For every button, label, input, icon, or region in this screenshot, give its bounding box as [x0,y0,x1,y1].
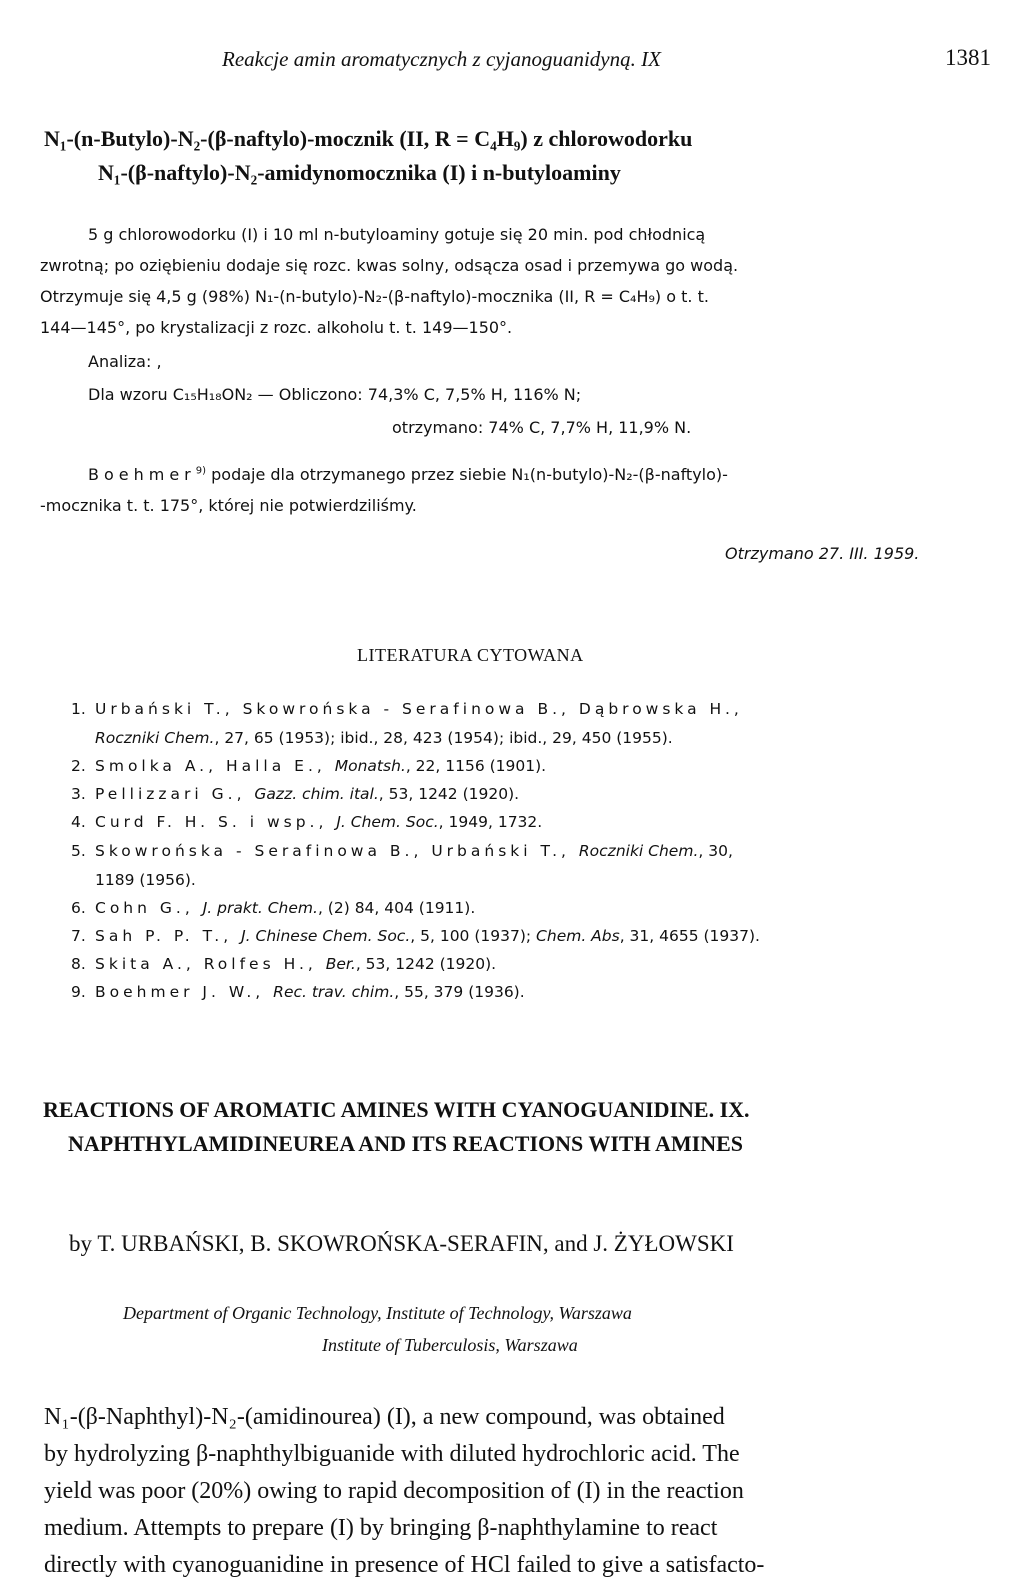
reference-item [95,871,196,889]
ref-authors: Smolka A., Halla E., [95,757,335,775]
ref-journal: J. prakt. Chem. [202,899,318,917]
reference-item [71,757,546,775]
ref-journal: Chem. Abs [536,927,620,945]
ref-number: 1. [71,700,86,718]
ref-authors: Curd F. H. S. i wsp., [95,813,337,831]
ref-number: 4. [71,813,86,831]
received-date: Otrzymano 27. III. 1959. [725,544,920,563]
footnote-ref: 9) [195,465,207,477]
english-title-line2: NAPHTHYLAMIDINEUREA AND ITS REACTIONS WITH AMINES [68,1131,743,1156]
ref-journal: J. Chem. Soc. [336,813,439,831]
literature-heading: LITERATURA CYTOWANA [357,645,584,665]
section-title-line1: N₁-(n-Butylo)-N₂-(β-naftylo)-mocznik (II, R = C₄H₉) z chlorowodorku [44,126,693,151]
reference-item [71,813,542,831]
ref-journal: Rec. trav. chim. [273,983,395,1001]
ref-journal: Ber. [325,955,356,973]
affiliation-line2: Institute of Tuberculosis, Warszawa [322,1335,578,1355]
ref-authors: Skowrońska - Serafinowa B., Urbański T., [95,842,579,860]
ref-details: , 55, 379 (1936). [394,983,525,1001]
reference-item [71,955,496,973]
analysis-formula: Dla wzoru C₁₅H₁₈ON₂ — Obliczono: 74,3% C, 7,5% H, 116% N; [88,385,582,404]
ref-journal: Monatsh. [334,757,406,775]
ref-number: 9. [71,983,86,1001]
ref-authors: Skita A., Rolfes H., [95,955,326,973]
reference-item [71,899,475,917]
affiliation-line1: Department of Organic Technology, Institute of Technology, Warszawa [123,1303,632,1323]
abstract-line: directly with cyanoguanidine in presence of HCl failed to give a satisfacto- [44,1552,765,1578]
reference-item [71,927,760,945]
english-title-line1: REACTIONS OF AROMATIC AMINES WITH CYANOGUANIDINE. IX. [43,1097,750,1122]
ref-details: , 27, 65 (1953); ibid., 28, 423 (1954); ibid., 29, 450 (1955). [214,729,673,747]
ref-details: , 53, 1242 (1920). [355,955,497,973]
section-title-line2: N₁-(β-naftylo)-N₂-amidynomocznika (I) i n-butyloaminy [98,160,621,185]
page-number: 1381 [945,45,991,70]
ref-details: , 31, 4655 (1937). [619,927,760,945]
reference-item [71,700,743,718]
ref-details: , 5, 100 (1937); [410,927,537,945]
paragraph-line: 144—145°, po krystalizacji z rozc. alkoholu t. t. 149—150°. [40,318,513,337]
ref-authors: Sah P. P. T., [95,927,242,945]
ref-details: , (2) 84, 404 (1911). [317,899,476,917]
ref-authors: Urbański T., Skowrońska - Serafinowa B., Dąbrowska H., [95,700,743,718]
paragraph-line: Otrzymuje się 4,5 g (98%) N₁-(n-butylo)-N₂-(β-naftylo)-mocznika (II, R = C₄H₉) o t. t. [40,287,709,306]
ref-authors: Cohn G., [95,899,203,917]
ref-number: 5. [71,842,86,860]
ref-details: , 53, 1242 (1920). [378,785,520,803]
byline: by T. URBAŃSKI, B. SKOWROŃSKA-SERAFIN, and J. ŻYŁOWSKI [69,1231,734,1256]
boehmer-text: podaje dla otrzymanego przez siebie N₁(n-butylo)-N₂-(β-naftylo)- [206,465,728,484]
reference-item [71,983,525,1001]
ref-authors: Boehmer J. W., [95,983,274,1001]
ref-number: 8. [71,955,86,973]
abstract-line: N₁-(β-Naphthyl)-N₂-(amidinourea) (I), a new compound, was obtained [44,1404,725,1430]
ref-number: 3. [71,785,86,803]
ref-details: , 1949, 1732. [438,813,543,831]
ref-number: 2. [71,757,86,775]
ref-journal: Roczniki Chem. [578,842,699,860]
running-title: Reakcje amin aromatycznych z cyjanoguanidyną. IX [222,47,661,71]
ref-details: , 22, 1156 (1901). [405,757,547,775]
ref-number: 6. [71,899,86,917]
abstract-line: by hydrolyzing β-naphthylbiguanide with diluted hydrochloric acid. The [44,1441,740,1467]
ref-journal: Roczniki Chem. [95,729,215,747]
author-name: Boehmer [88,465,196,484]
reference-item [71,842,733,860]
abstract-line: yield was poor (20%) owing to rapid decomposition of (I) in the reaction [44,1478,744,1504]
ref-authors: Pellizzari G., [95,785,255,803]
abstract-line: medium. Attempts to prepare (I) by bringing β-naphthylamine to react [44,1515,718,1541]
paragraph-line: 5 g chlorowodorku (I) i 10 ml n-butyloaminy gotuje się 20 min. pod chłodnicą [88,225,706,244]
paragraph-line: zwrotną; po oziębieniu dodaje się rozc. kwas solny, odsącza osad i przemywa go wodą. [40,256,739,275]
boehmer-remark-line1 [88,465,728,484]
ref-journal: J. Chinese Chem. Soc. [241,927,411,945]
ref-journal: Gazz. chim. ital. [254,785,379,803]
ref-number: 7. [71,927,86,945]
boehmer-remark-line2: -mocznika t. t. 175°, której nie potwierdziliśmy. [40,496,417,515]
reference-item [71,785,519,803]
ref-details: , 30, [698,842,733,860]
analysis-found: otrzymano: 74% C, 7,7% H, 11,9% N. [392,418,692,437]
analysis-label: Analiza: , [88,352,162,371]
ref-details: 1189 (1956). [95,871,196,889]
reference-item [95,729,673,747]
